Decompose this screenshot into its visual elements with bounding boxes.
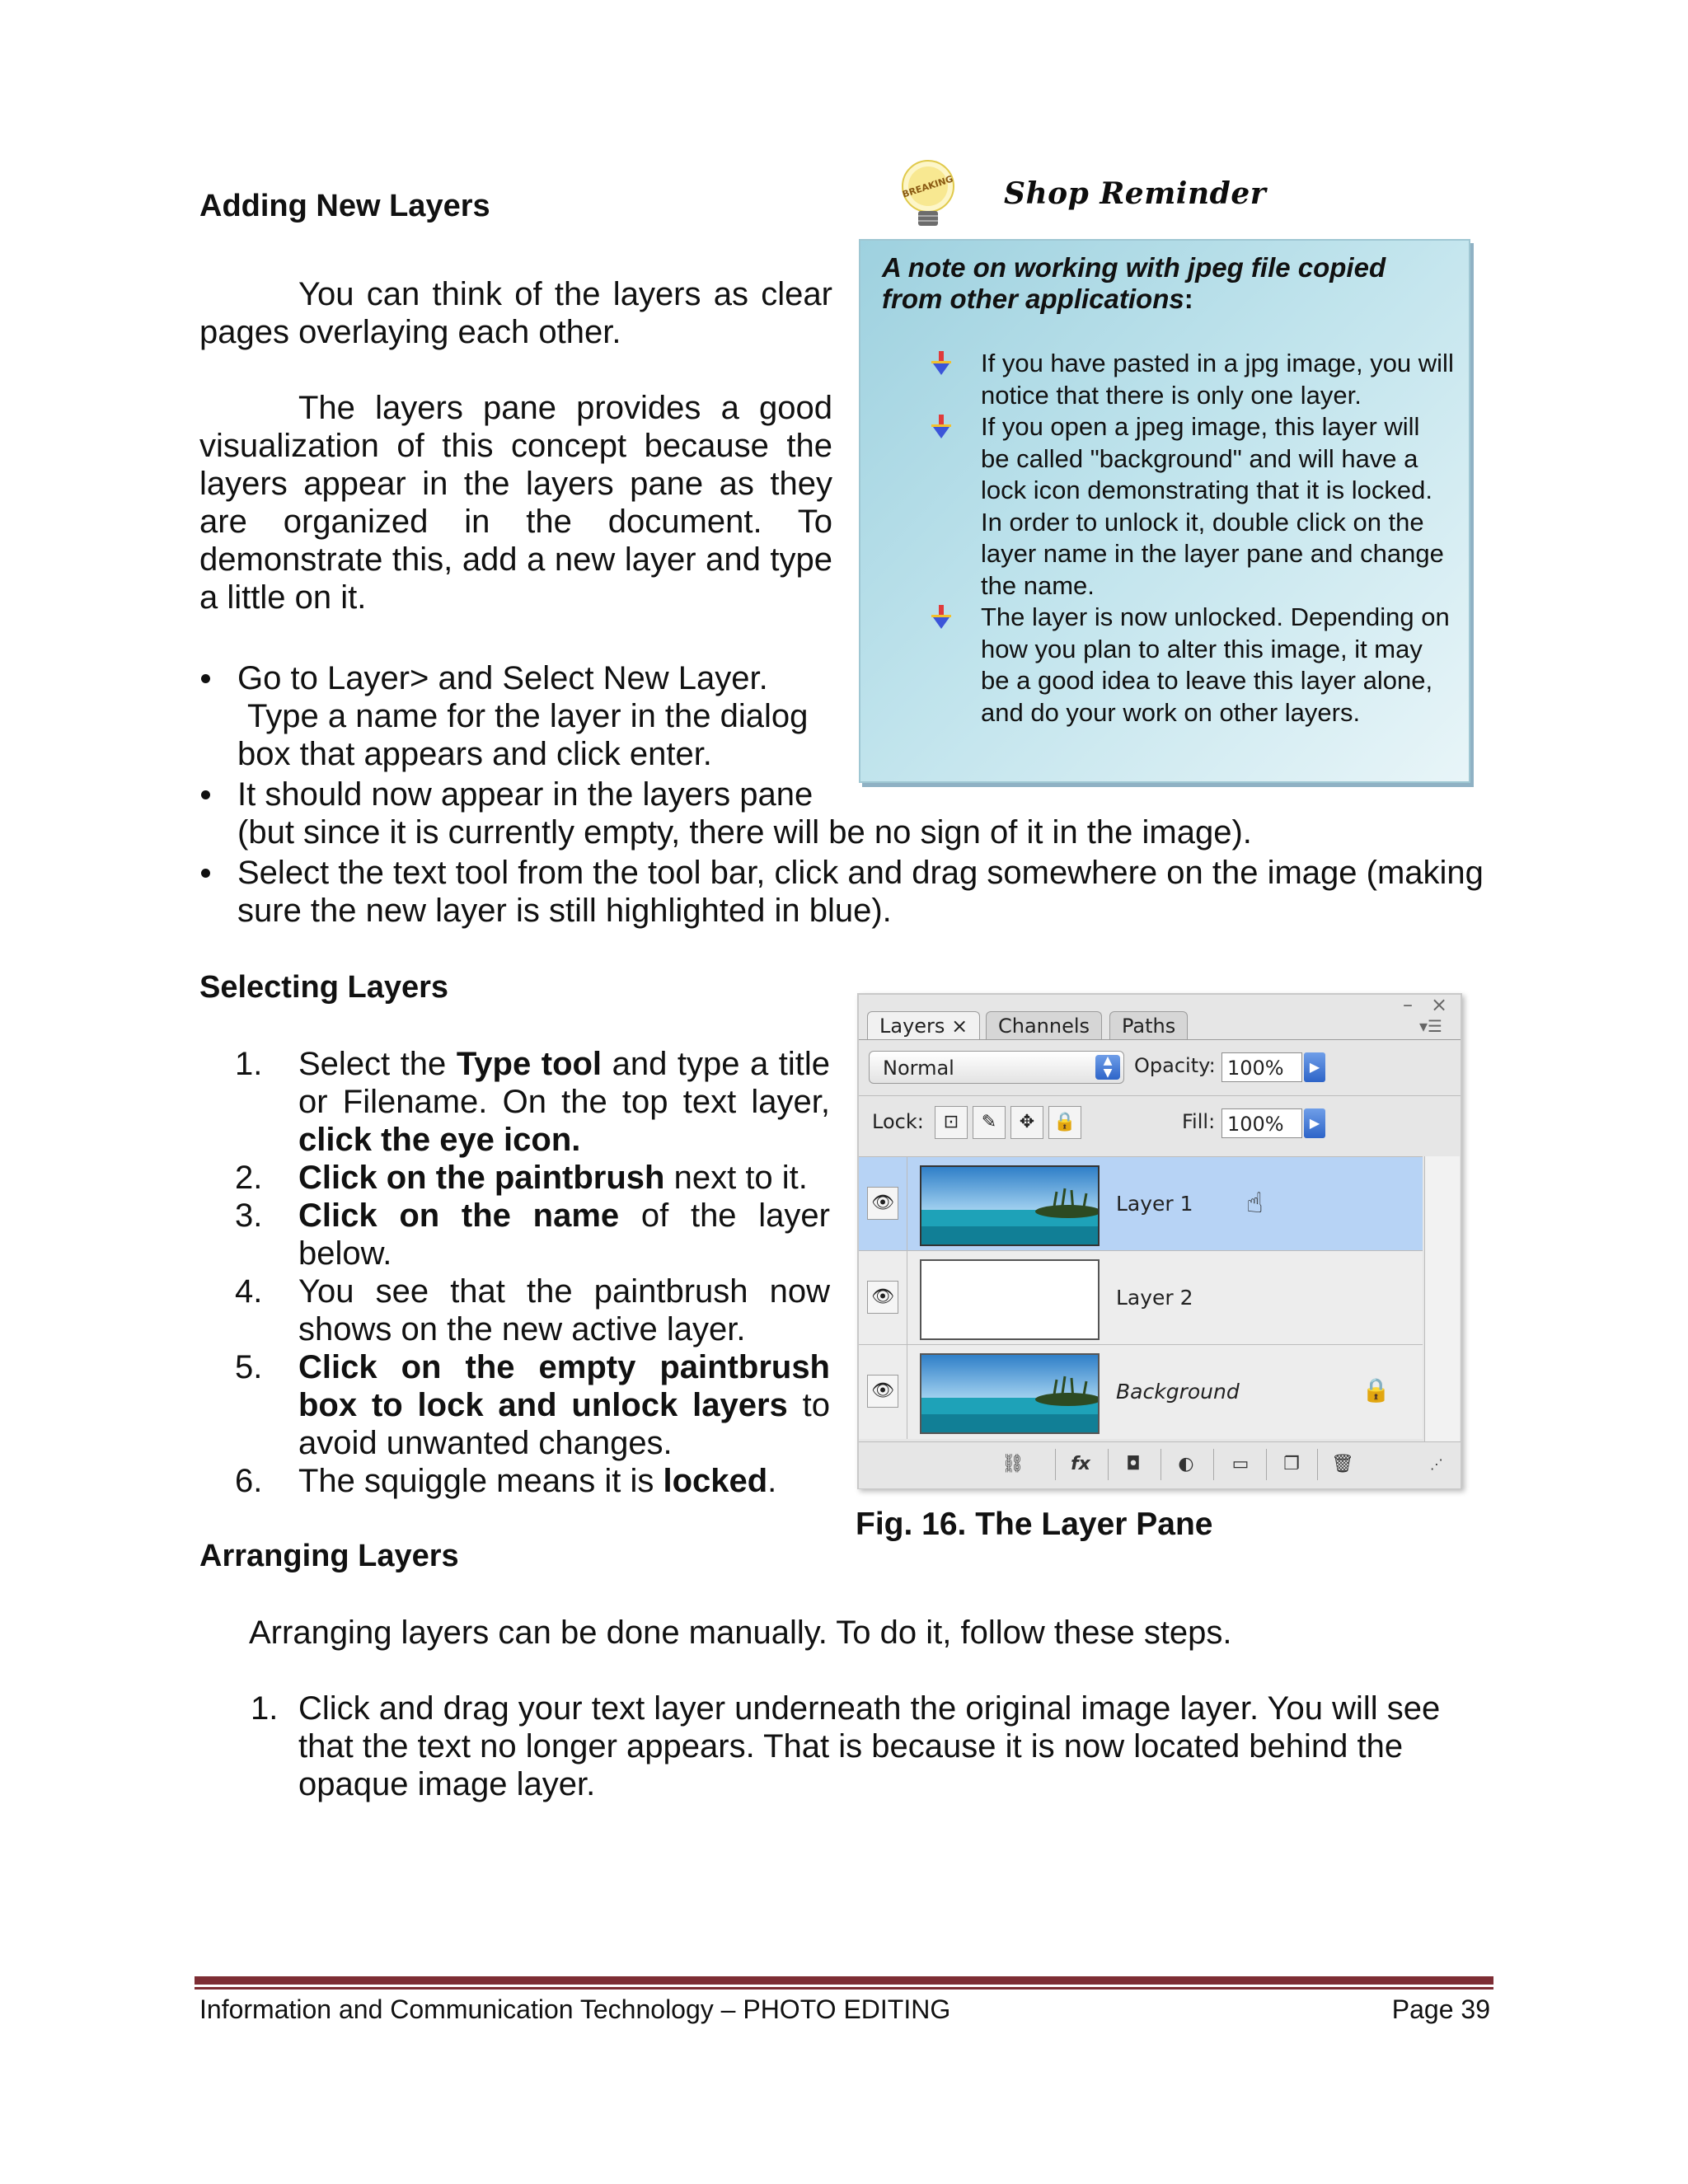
paragraph-layers-pane: The layers pane provides a good visualization of this concept because the layers appear in the layers pane as they are organized in the document. To demonstrate this, add a new layer and type a little on it. — [199, 390, 832, 616]
shop-reminder-title: Shop Reminder — [1004, 176, 1267, 211]
bullet-list-bottom — [199, 854, 1498, 932]
layer-row[interactable] — [859, 1156, 1423, 1251]
scrollbar[interactable] — [1424, 1156, 1460, 1441]
fx-icon[interactable]: fx — [1071, 1454, 1090, 1474]
opacity-label: Opacity: — [1134, 1054, 1216, 1077]
step-number: 2. — [235, 1160, 263, 1196]
reminder-lead-text: A note on working with jpeg file copied from other applications — [882, 252, 1386, 314]
layer-thumbnail-blank — [920, 1259, 1100, 1340]
blend-mode-select[interactable] — [869, 1051, 1124, 1084]
reminder-lead — [882, 252, 1451, 315]
trash-icon[interactable]: 🗑 — [1331, 1454, 1354, 1474]
step-number: 1. — [251, 1690, 279, 1727]
selecting-steps — [199, 1045, 830, 1500]
layer-name[interactable]: Layer 2 — [1116, 1286, 1193, 1310]
step-item — [199, 1462, 830, 1500]
layer-name[interactable]: Layer 1 — [1116, 1192, 1193, 1216]
new-layer-icon[interactable]: ❐ — [1283, 1454, 1300, 1474]
page-number: Page 39 — [1391, 1994, 1490, 2024]
step-item — [199, 1159, 830, 1197]
bullet-text-continued: Type a name for the layer in the dialog box that appears and click enter. — [237, 698, 809, 772]
step-bold: Click on the paintbrush — [298, 1160, 665, 1196]
footer-rule-thin — [195, 1987, 1493, 1990]
arranging-steps — [214, 1690, 1484, 1803]
figure-caption: Fig. 16. The Layer Pane — [856, 1507, 1213, 1542]
eye-icon[interactable]: 👁 — [867, 1281, 898, 1314]
shop-reminder-box — [859, 239, 1470, 783]
reminder-item-text: If you open a jpeg image, this layer will be called "background" and will have a lock icon demonstrating that it is locked. In order to unlock it, double click on the layer name in the layer pane and change the name. — [981, 412, 1444, 600]
bullet-item — [199, 659, 832, 773]
footer-rule — [195, 1976, 1493, 1985]
link-icon[interactable]: ⛓ — [1001, 1454, 1025, 1474]
step-text: Click and drag your text layer underneath the original image layer. You will see that the text no longer appears. That is because it is now located behind the opaque image layer. — [298, 1690, 1441, 1802]
step-bold: click the eye icon. — [298, 1122, 581, 1158]
panel-menu-icon[interactable]: ▾☰ — [1419, 1016, 1442, 1036]
step-text: The squiggle means it is — [298, 1463, 663, 1499]
reminder-lead-colon: : — [1184, 284, 1193, 314]
footer-title: Information and Communication Technology – PHOTO EDITING — [199, 1994, 951, 2024]
step-text: You see that the paintbrush now shows on the new active layer. — [298, 1273, 830, 1347]
bullet-continuation: (but since it is currently empty, there will be no sign of it in the image). — [237, 814, 1252, 851]
step-item — [199, 1197, 830, 1272]
eye-icon[interactable]: 👁 — [867, 1375, 898, 1408]
step-number: 6. — [235, 1463, 263, 1499]
layers-panel — [857, 993, 1462, 1489]
tab-label: Layers — [879, 1015, 945, 1038]
lightbulb-icon — [890, 158, 973, 237]
bullet-list-top — [199, 659, 832, 816]
arrow-down-icon — [931, 351, 951, 376]
lock-label: Lock: — [872, 1110, 924, 1133]
eye-icon[interactable]: 👁 — [867, 1187, 898, 1220]
opacity-field[interactable]: 100% — [1221, 1052, 1302, 1082]
bullet-text: It should now appear in the layers pane — [237, 776, 814, 813]
lock-icon[interactable]: 🔒 — [1362, 1376, 1390, 1404]
lock-transparent-icon[interactable]: ⊡ — [935, 1106, 968, 1139]
tab-paths[interactable]: Paths — [1109, 1011, 1188, 1040]
step-item — [214, 1690, 1484, 1803]
bullet-dot — [201, 869, 210, 878]
bullet-dot — [201, 674, 210, 683]
resize-grip-icon[interactable]: ⋰ — [1430, 1456, 1443, 1472]
fill-label: Fill: — [1182, 1110, 1216, 1133]
reminder-item — [926, 602, 1454, 729]
bullet-text: Select the text tool from the tool bar, click and drag somewhere on the image (making sure the new layer is still highlighted in blue). — [237, 855, 1484, 929]
arranging-intro: Arranging layers can be done manually. To do it, follow these steps. — [249, 1615, 1232, 1651]
layer-thumbnail — [920, 1165, 1100, 1246]
lock-position-icon[interactable]: ✥ — [1010, 1106, 1043, 1139]
step-number: 5. — [235, 1349, 263, 1385]
hand-cursor-icon: ☝ — [1246, 1187, 1264, 1220]
section-heading-selecting-layers: Selecting Layers — [199, 970, 449, 1005]
opacity-arrow-icon[interactable]: ▶ — [1304, 1052, 1325, 1082]
step-number: 4. — [235, 1273, 263, 1310]
step-item — [199, 1045, 830, 1159]
step-text: Select the — [298, 1046, 457, 1082]
step-text: to avoid unwanted changes. — [298, 1387, 830, 1461]
lock-all-icon[interactable]: 🔒 — [1048, 1106, 1081, 1139]
page-footer — [199, 1994, 1490, 2025]
step-bold: locked — [663, 1463, 768, 1499]
close-icon[interactable]: × — [1431, 993, 1448, 1016]
tab-layers[interactable] — [867, 1011, 980, 1040]
paragraph-intro: You can think of the layers as clear pages overlaying each other. — [199, 276, 832, 350]
reminder-item-text: If you have pasted in a jpg image, you will notice that there is only one layer. — [981, 349, 1454, 410]
step-bold: Click on the empty paintbrush box to lock and unlock layers — [298, 1349, 830, 1423]
reminder-item-text: The layer is now unlocked. Depending on how you plan to alter this image, it may be a good idea to leave this layer alone, and do your work on other layers. — [981, 602, 1450, 727]
step-text: and type a title or Filename. On the top text layer, — [298, 1046, 830, 1120]
step-text: . — [767, 1463, 777, 1499]
reminder-list — [926, 348, 1454, 729]
tab-channels[interactable]: Channels — [986, 1011, 1102, 1040]
bullet-text: Go to Layer> and Select New Layer. — [237, 660, 768, 696]
lock-paint-icon[interactable]: ✎ — [973, 1106, 1006, 1139]
step-number: 3. — [235, 1197, 263, 1234]
bulb-label: BREAKING — [901, 173, 954, 200]
step-bold: Click on the name — [298, 1197, 620, 1234]
step-number: 1. — [235, 1046, 263, 1082]
spinner-icon: ▲ ▼ — [1095, 1055, 1120, 1080]
tab-close-icon[interactable]: × — [951, 1015, 968, 1038]
step-text: next to it. — [664, 1160, 808, 1196]
bullet-item — [199, 854, 1498, 930]
layer-name[interactable]: Background — [1116, 1380, 1240, 1404]
step-text: of the layer below. — [298, 1197, 830, 1272]
arrow-down-icon — [931, 605, 951, 630]
section-heading-arranging-layers: Arranging Layers — [199, 1539, 459, 1573]
mask-icon[interactable]: ◘ — [1126, 1454, 1141, 1474]
minimize-icon[interactable]: – — [1403, 993, 1413, 1016]
fill-arrow-icon[interactable]: ▶ — [1304, 1108, 1325, 1138]
step-item — [199, 1272, 830, 1348]
layer-thumbnail — [920, 1353, 1100, 1434]
reminder-item — [926, 411, 1454, 602]
reminder-item — [926, 348, 1454, 411]
adjustment-icon[interactable]: ◐ — [1178, 1454, 1194, 1474]
bullet-item — [199, 776, 832, 813]
step-item — [199, 1348, 830, 1462]
bullet-dot — [201, 790, 210, 799]
step-bold: Type tool — [456, 1046, 603, 1082]
blend-mode-value: Normal — [883, 1057, 954, 1080]
folder-icon[interactable]: ▭ — [1231, 1454, 1250, 1474]
section-heading-adding-layers: Adding New Layers — [199, 189, 490, 223]
panel-footer — [859, 1441, 1461, 1488]
beach-thumbnail-image — [921, 1355, 1098, 1432]
beach-thumbnail-image — [921, 1167, 1098, 1244]
layer-row[interactable] — [859, 1344, 1423, 1439]
arrow-down-icon — [931, 415, 951, 439]
fill-field[interactable]: 100% — [1221, 1108, 1302, 1138]
layer-row[interactable] — [859, 1250, 1423, 1345]
